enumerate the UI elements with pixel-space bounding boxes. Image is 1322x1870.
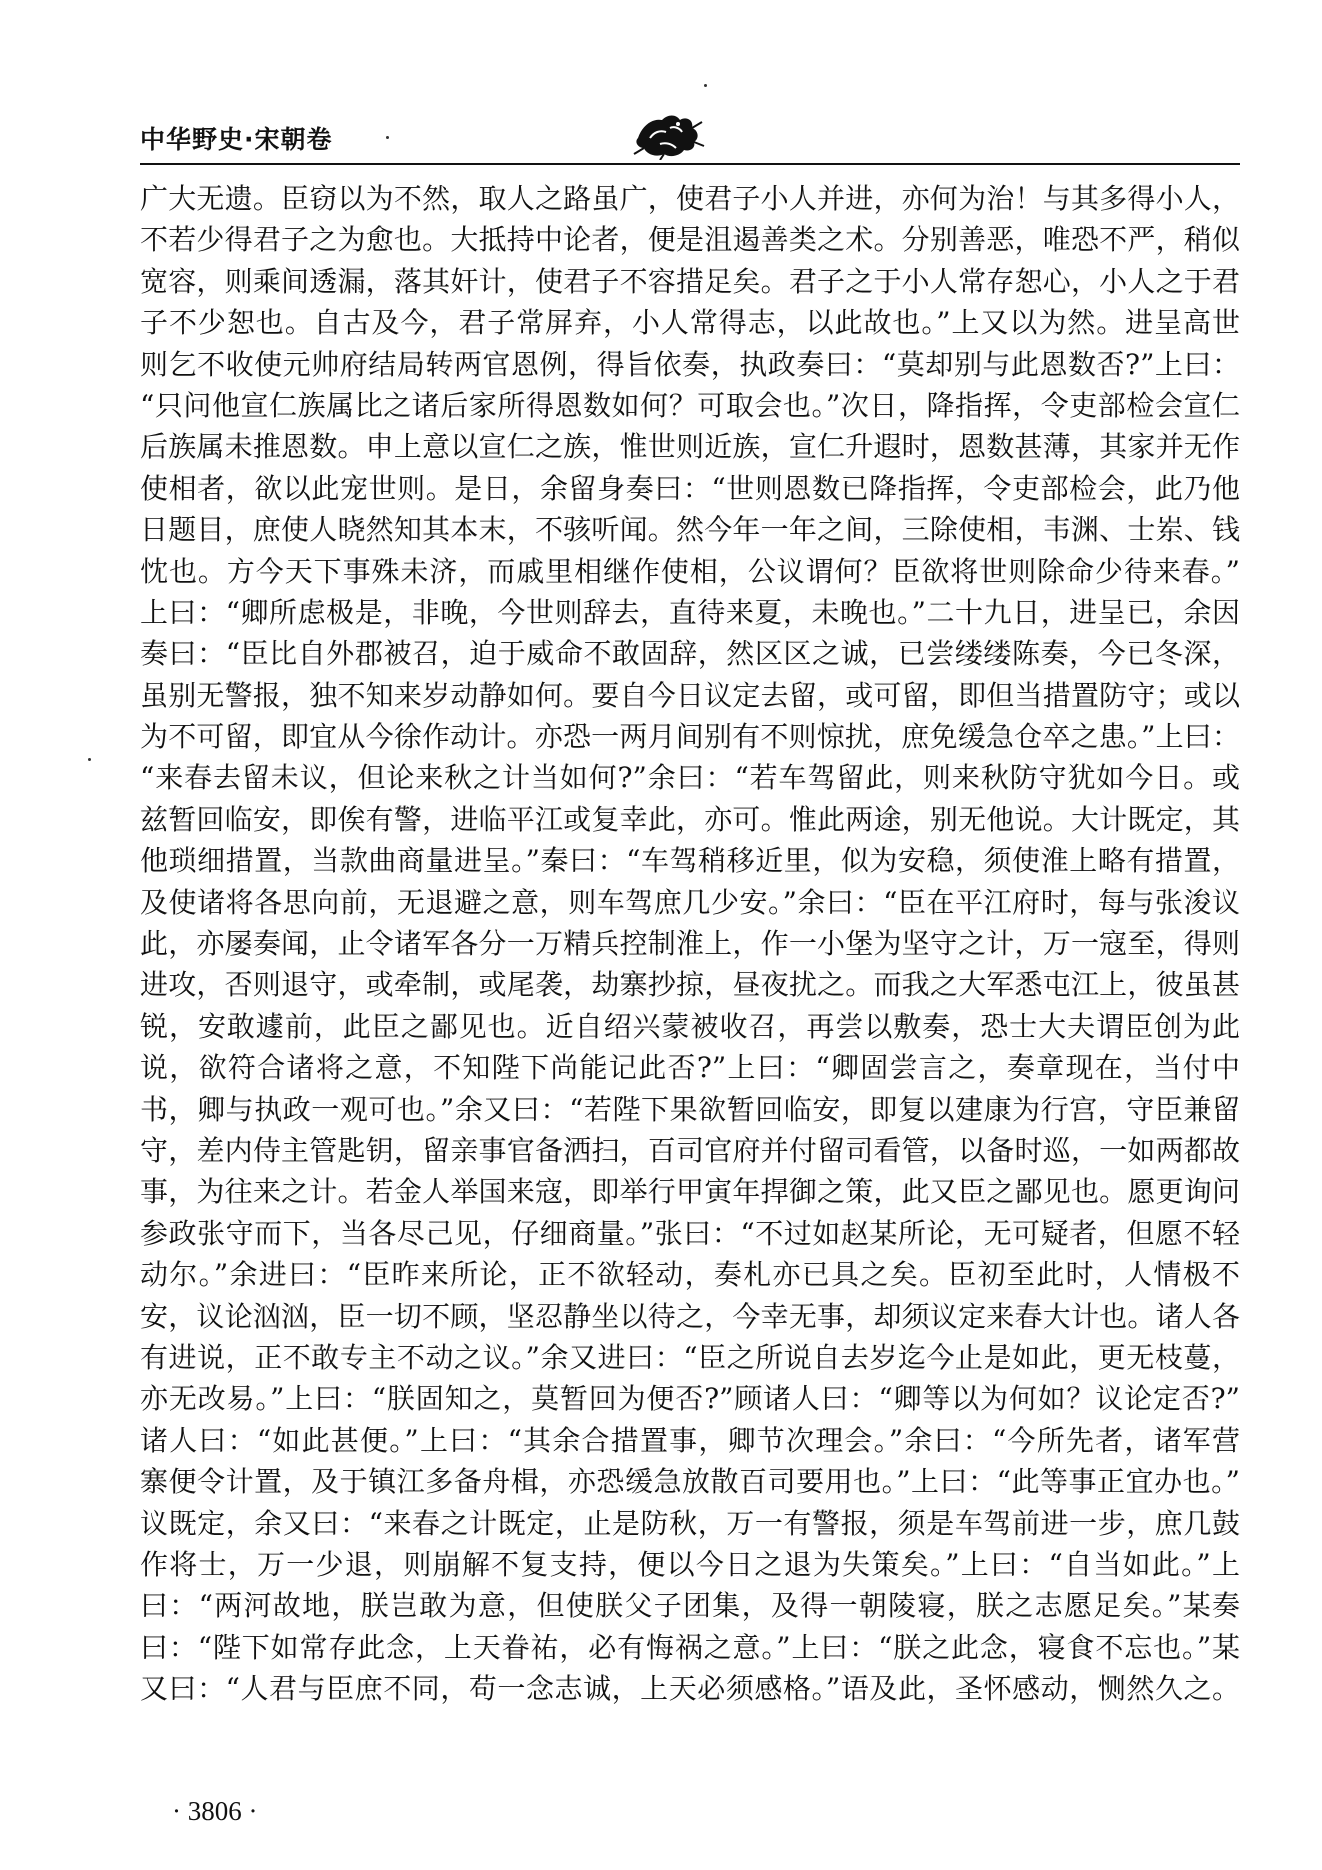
book-title: 中华野史·宋朝卷	[140, 125, 333, 154]
text-line: 事，为往来之计。若金人举国来寇，即举行甲寅年捍御之策，此又臣之鄙见也。愿更询问	[140, 1175, 1240, 1209]
text-line: 广大无遗。臣窃以为不然，取人之路虽广，使君子小人并进，亦何为治！与其多得小人，	[140, 182, 1240, 215]
text-line: 上曰：“卿所虑极是，非晚，今世则辞去，直待来夏，未晚也。”二十九日，进呈已，余因	[140, 595, 1240, 629]
text-line: 锐，安敢遽前，此臣之鄙见也。近自绍兴蒙被收召，再尝以敷奏，恐士大夫谓臣创为此	[140, 1009, 1240, 1043]
text-line: 寨便令计置，及于镇江多备舟楫，亦恐缓急放散百司要用也。”上曰：“此等事正宜办也。”	[140, 1465, 1240, 1499]
text-line: 宽容，则乘间透漏，落其奸计，使君子不容措足矣。君子之于小人常存恕心，小人之于君	[140, 264, 1240, 298]
running-header	[140, 108, 1230, 168]
text-line: 奏曰：“臣比自外郡被召，迫于威命不敢固辞，然区区之诚，已尝缕缕陈奏，今已冬深，	[140, 637, 1240, 671]
text-line: “来春去留未议，但论来秋之计当如何?”余曰：“若车驾留此，则来秋防守犹如今日。或	[140, 761, 1240, 795]
page-number: · 3806 ·	[172, 1796, 258, 1826]
text-line: “只问他宣仁族属比之诸后家所得恩数如何？可取会也。”次日，降指挥，令吏部检会宣仁	[140, 388, 1240, 422]
text-line: 参政张守而下，当各尽己见，仔细商量。”张曰：“不过如赵某所论，无可疑者，但愿不轻	[140, 1216, 1240, 1250]
text-line: 亦无改易。”上曰：“朕固知之，莫暂回为便否?”顾诸人曰：“卿等以为何如？议论定否?”	[140, 1382, 1240, 1416]
text-line: 日题目，庶使人晓然知其本末，不骇听闻。然今年一年之间，三除使相，韦渊、士岽、钱	[140, 513, 1240, 547]
body-text	[140, 178, 1240, 1709]
text-line: 安，议论汹汹，臣一切不顾，坚忍静坐以待之，今幸无事，却须议定来春大计也。诸人各	[140, 1299, 1240, 1333]
text-line: 诸人曰：“如此甚便。”上曰：“其余合措置事，卿节次理会。”余曰：“今所先者，诸军营	[140, 1423, 1240, 1457]
text-line: 后族属未推恩数。申上意以宣仁之族，惟世则近族，宣仁升遐时，恩数甚薄，其家并无作	[140, 430, 1240, 464]
text-line: 兹暂回临安，即俟有警，进临平江或复幸此，亦可。惟此两途，别无他说。大计既定，其	[140, 802, 1240, 836]
text-line: 忱也。方今天下事殊未济，而戚里相继作使相，公议谓何？臣欲将世则除命少待来春。”	[140, 554, 1240, 588]
text-line: 说，欲符合诸将之意，不知陛下尚能记此否?”上曰：“卿固尝言之，奏章现在，当付中	[140, 1051, 1240, 1085]
header-divider	[140, 163, 1240, 165]
text-line: 作将士，万一少退，则崩解不复支持，便以今日之退为失策矣。”上曰：“自当如此。”上	[140, 1547, 1240, 1581]
text-line: 则乞不收使元帅府结局转两官恩例，得旨依奏，执政奏曰：“莫却别与此恩数否?”上曰：	[140, 347, 1240, 381]
text-line: 动尔。”余进曰：“臣昨来所论，正不欲轻动，奏札亦已具之矣。臣初至此时，人情极不	[140, 1258, 1240, 1292]
text-line: 又曰：“人君与臣庶不同，苟一念志诚，上天必须感格。”语及此，圣怀感动，恻然久之。	[140, 1672, 1240, 1706]
text-line: 使相者，欲以此宠世则。是日，余留身奏曰：“世则恩数已降指挥，令吏部检会，此乃他	[140, 471, 1240, 505]
text-line: 不若少得君子之为愈也。大抵持中论者，便是沮遏善类之术。分别善恶，唯恐不严，稍似	[140, 223, 1240, 257]
text-line: 他琐细措置，当款曲商量进呈。”秦曰：“车驾稍移近里，似为安稳，须使淮上略有措置，	[140, 844, 1240, 878]
text-line: 子不少恕也。自古及今，君子常屏弃，小人常得志，以此故也。”上又以为然。进呈高世	[140, 306, 1240, 340]
dragon-emblem-icon	[630, 108, 706, 160]
text-line: 此，亦屡奏闻，止令诸军各分一万精兵控制淮上，作一小堡为坚守之计，万一寇至，得则	[140, 927, 1240, 961]
text-line: 为不可留，即宜从今徐作动计。亦恐一两月间别有不则惊扰，庶免缓急仓卒之患。”上曰：	[140, 720, 1240, 754]
text-line: 有进说，正不敢专主不动之议。”余又进曰：“臣之所说自去岁迄今止是如此，更无枝蔓，	[140, 1340, 1240, 1374]
scan-speck	[704, 84, 707, 87]
text-line: 守，差内侍主管匙钥，留亲事官备洒扫，百司官府并付留司看管，以备时巡，一如两都故	[140, 1133, 1240, 1167]
text-line: 曰：“两河故地，朕岂敢为意，但使朕父子团集，及得一朝陵寝，朕之志愿足矣。”某奏	[140, 1589, 1240, 1623]
scan-speck	[386, 136, 389, 139]
text-line: 虽别无警报，独不知来岁动静如何。要自今日议定去留，或可留，即但当措置防守；或以	[140, 678, 1240, 712]
text-line: 议既定，余又曰：“来春之计既定，止是防秋，万一有警报，须是车驾前进一步，庶几鼓	[140, 1506, 1240, 1540]
text-line: 进攻，否则退守，或牵制，或尾袭，劫寨抄掠，昼夜扰之。而我之大军悉屯江上，彼虽甚	[140, 968, 1240, 1002]
text-line: 及使诸将各思向前，无退避之意，则车驾庶几少安。”余曰：“臣在平江府时，每与张浚议	[140, 885, 1240, 919]
text-line: 曰：“陛下如常存此念，上天眷祐，必有悔祸之意。”上曰：“朕之此念，寝食不忘也。”某	[140, 1630, 1240, 1664]
text-line: 书，卿与执政一观可也。”余又曰：“若陛下果欲暂回临安，即复以建康为行宫，守臣兼留	[140, 1092, 1240, 1126]
scan-speck	[88, 758, 91, 761]
